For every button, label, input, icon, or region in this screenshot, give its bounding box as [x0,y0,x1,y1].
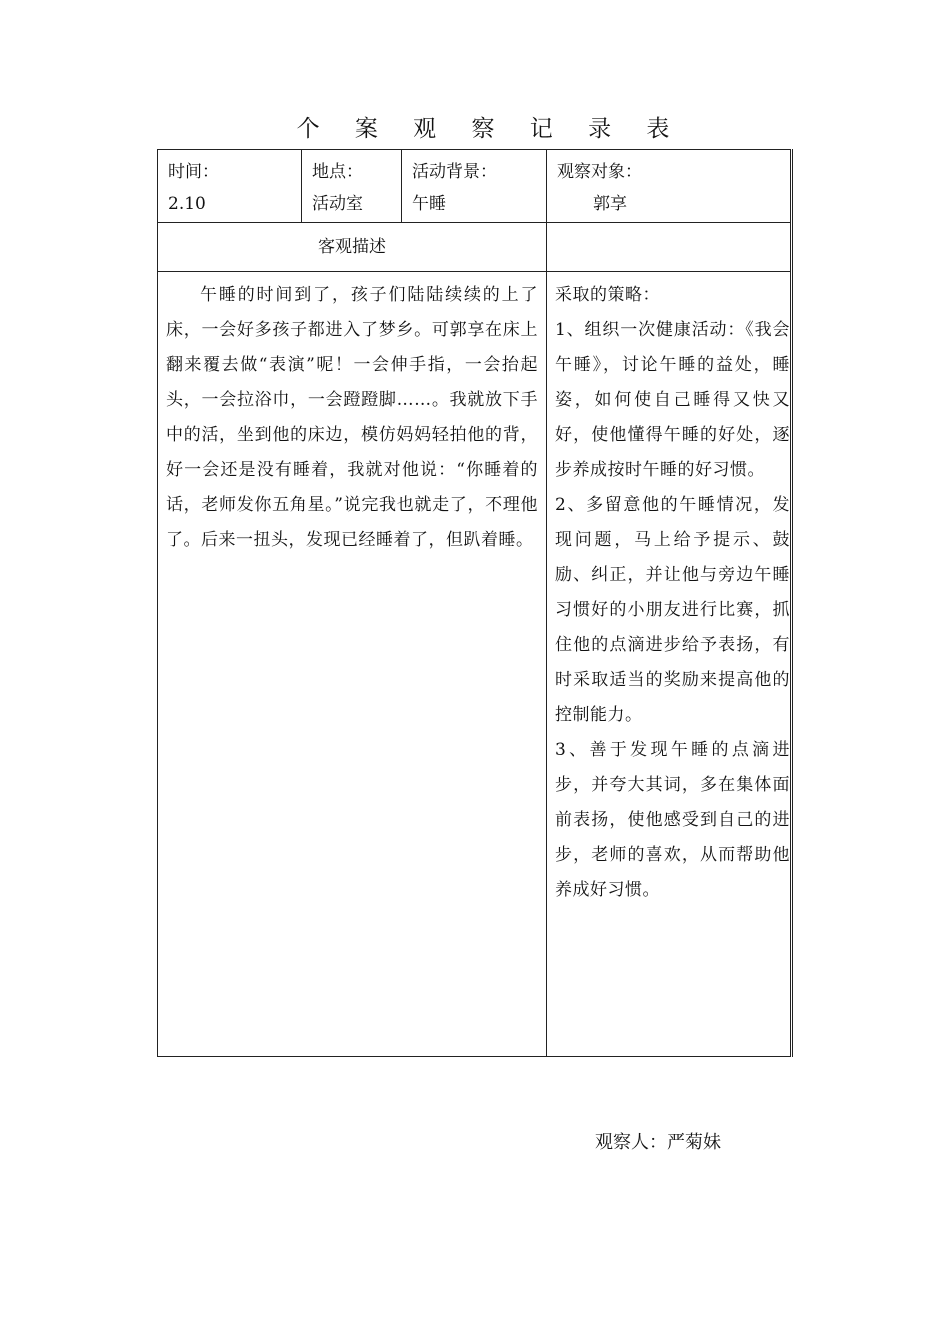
time-label: 时间： [168,162,219,182]
observation-table [157,149,793,1057]
background-cell [402,150,547,223]
time-value: 2.10 [168,194,206,214]
header-row [158,150,792,223]
place-cell [302,150,402,223]
strategy-cell [547,272,792,1057]
description-cell [158,272,547,1057]
subject-label: 观察对象： [557,162,642,182]
right-heading [547,223,792,272]
strategy-list [547,272,790,908]
background-value: 午睡 [412,194,446,214]
strategy-item-2: 2、多留意他的午睡情况，发现问题，马上给予提示、鼓励、纠正，并让他与旁边午睡习惯好的小朋友进行比赛，抓住他的点滴进步给予表扬，有时采取适当的奖励来提高他的控制能力。 [555,495,790,725]
objective-heading: 客观描述 [158,223,547,272]
page-title: 个 案 观 察 记 录 表 [296,116,684,142]
place-label: 地点： [312,162,363,182]
time-cell [158,150,302,223]
subject-cell [547,150,792,223]
subject-value: 郭享 [593,194,627,214]
strategy-item-1: 1、组织一次健康活动：《我会午睡》，讨论午睡的益处，睡姿，如何使自己睡得又快又好，使他懂得午睡的好处，逐步养成按时午睡的好习惯。 [555,320,790,480]
strategy-item-3: 3、善于发现午睡的点滴进步，并夸大其词，多在集体面前表扬，使他感受到自己的进步，老师的喜欢，从而帮助他养成好习惯。 [555,740,790,900]
place-value: 活动室 [312,194,363,214]
observer-signature-line: 观察人：严菊妹 [595,1132,721,1153]
description-text: 午睡的时间到了，孩子们陆陆续续的上了床，一会好多孩子都进入了梦乡。可郭享在床上翻来覆去做“表演”呢！一会伸手指，一会抬起头，一会拉浴巾，一会蹬蹬脚……。我就放下手中的活，坐到他的床边，模仿妈妈轻拍他的背，好一会还是没有睡着，我就对他说：“你睡着的话，老师发你五角星。”说完我也就走了，不理他了。后来一扭头，发现已经睡着了，但趴着睡。 [166,285,538,550]
strategy-heading: 采取的策略： [555,285,660,305]
background-label: 活动背景： [412,162,497,182]
section-heading-row [158,223,792,272]
content-row [158,272,792,1057]
